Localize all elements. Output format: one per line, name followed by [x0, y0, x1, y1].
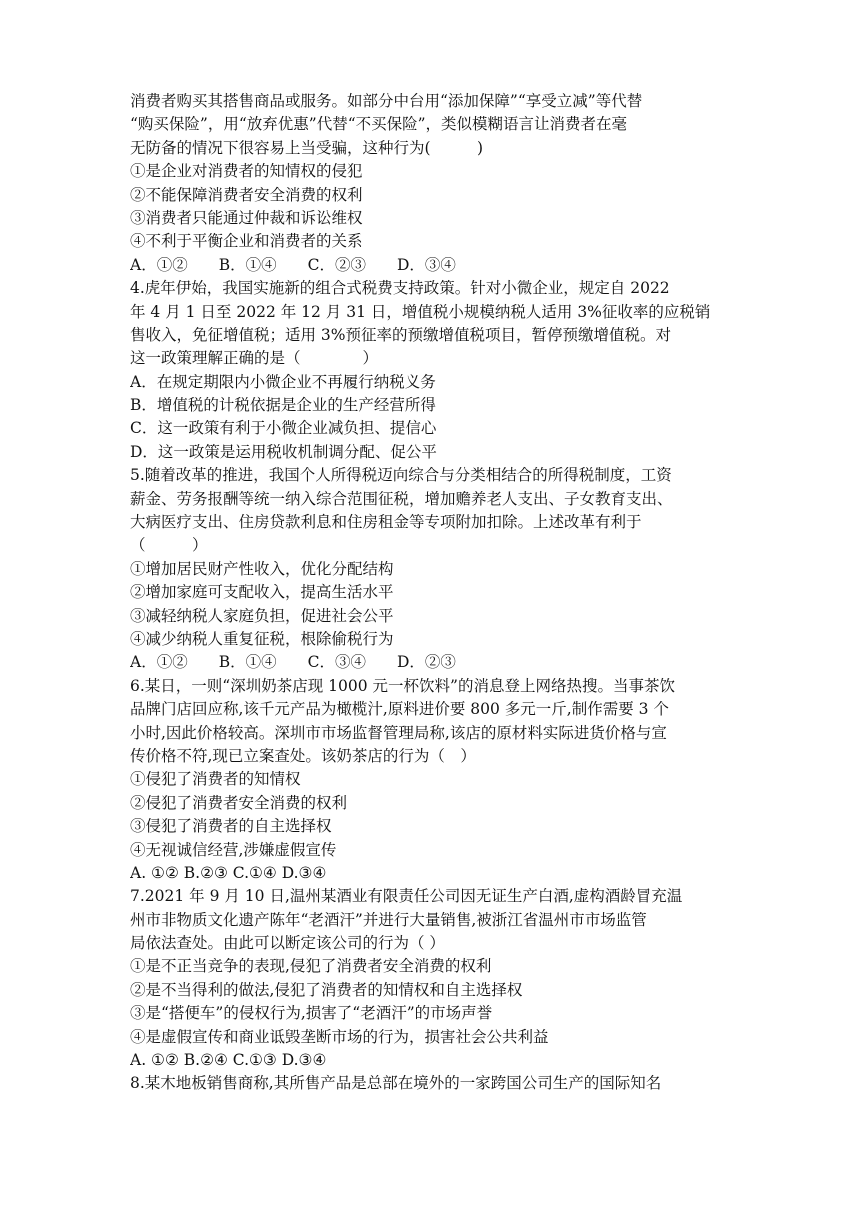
- text-line: 大病医疗支出、住房贷款利息和住房租金等专项附加扣除。上述改革有利于: [130, 513, 642, 532]
- text-line: 这一政策理解正确的是（ ）: [130, 349, 379, 368]
- text-line: 7.2021 年 9 月 10 日,温州某酒业有限责任公司因无证生产白酒,虚构酒龄冒充温: [130, 887, 683, 906]
- text-line: ④不利于平衡企业和消费者的关系: [130, 232, 363, 251]
- text-line: D．这一政策是运用税收机制调分配、促公平: [130, 442, 437, 461]
- text-line: 薪金、劳务报酬等统一纳入综合范围征税，增加赡养老人支出、子女教育支出、: [130, 489, 673, 508]
- text-line: ③减轻纳税人家庭负担，促进社会公平: [130, 606, 394, 625]
- text-line: ①侵犯了消费者的知情权: [130, 770, 301, 789]
- text-line: A. ①② B.②③ C.①④ D.③④: [130, 863, 327, 882]
- text-line: 5.随着改革的推进，我国个人所得税迈向综合与分类相结合的所得税制度，工资: [130, 466, 672, 485]
- text-line: 8.某木地板销售商称,其所售产品是总部在境外的一家跨国公司生产的国际知名: [130, 1074, 662, 1093]
- text-line: ②不能保障消费者安全消费的权利: [130, 185, 363, 204]
- text-line: B．增值税的计税依据是企业的生产经营所得: [130, 396, 436, 415]
- text-line: ③侵犯了消费者的自主选择权: [130, 817, 332, 836]
- text-line: ②侵犯了消费者安全消费的权利: [130, 793, 348, 812]
- text-line: 年 4 月 1 日至 2022 年 12 月 31 日，增值税小规模纳税人适用 3%征收率的应税销: [130, 302, 711, 321]
- text-line: ④是虚假宣传和商业诋毁垄断市场的行为，损害社会公共利益: [130, 1027, 549, 1046]
- text-line: ③是“搭便车”的侵权行为,损害了“老酒汗”的市场声誉: [130, 1004, 493, 1023]
- text-line: ②是不当得利的做法,侵犯了消费者的知情权和自主选择权: [130, 980, 523, 999]
- text-line: 传价格不符,现已立案查处。该奶茶店的行为（ ）: [130, 746, 476, 765]
- text-line: C．这一政策有利于小微企业减负担、提信心: [130, 419, 437, 438]
- text-line: 品牌门店回应称,该千元产品为橄榄汁,原料进价要 800 多元一斤,制作需要 3 个: [130, 700, 669, 719]
- text-line: A．①② B．①④ C．②③ D．③④: [130, 255, 456, 274]
- text-line: 6.某日，一则“深圳奶茶店现 1000 元一杯饮料”的消息登上网络热搜。当事茶饮: [130, 676, 675, 695]
- text-line: ③消费者只能通过仲裁和诉讼维权: [130, 208, 363, 227]
- text-line: ①增加居民财产性收入，优化分配结构: [130, 559, 394, 578]
- text-line: A. ①② B.②④ C.①③ D.③④: [130, 1051, 327, 1070]
- text-line: ②增加家庭可支配收入，提高生活水平: [130, 583, 394, 602]
- text-line: “购买保险”，用“放弃优惠”代替“不买保险”，类似模糊语言让消费者在毫: [130, 115, 628, 134]
- text-line: ④减少纳税人重复征税，根除偷税行为: [130, 629, 394, 648]
- text-line: A．在规定期限内小微企业不再履行纳税义务: [130, 372, 436, 391]
- text-line: 无防备的情况下很容易上当受骗，这种行为( ): [130, 138, 484, 157]
- text-line: 州市非物质文化遗产陈年“老酒汗”并进行大量销售,被浙江省温州市市场监管: [130, 910, 647, 929]
- text-line: （ ）: [130, 536, 208, 555]
- text-line: ①是不正当竞争的表现,侵犯了消费者安全消费的权利: [130, 957, 492, 976]
- text-line: A．①② B．①④ C．③④ D．②③: [130, 653, 456, 672]
- text-line: 消费者购买其搭售商品或服务。如部分中台用“添加保障”“享受立减”等代替: [130, 92, 643, 110]
- document-body: [130, 90, 760, 1096]
- text-line: 售收入，免征增值税；适用 3%预征率的预缴增值税项目，暂停预缴增值税。对: [130, 325, 672, 344]
- text-line: 小时,因此价格较高。深圳市市场监督管理局称,该店的原材料实际进货价格与宣: [130, 723, 667, 742]
- text-line: 局依法查处。由此可以断定该公司的行为（ ）: [130, 934, 445, 953]
- text-line: ④无视诚信经营,涉嫌虚假宣传: [130, 840, 337, 859]
- text-line: 4.虎年伊始，我国实施新的组合式税费支持政策。针对小微企业，规定自 2022: [130, 279, 670, 298]
- text-line: ①是企业对消费者的知情权的侵犯: [130, 162, 363, 181]
